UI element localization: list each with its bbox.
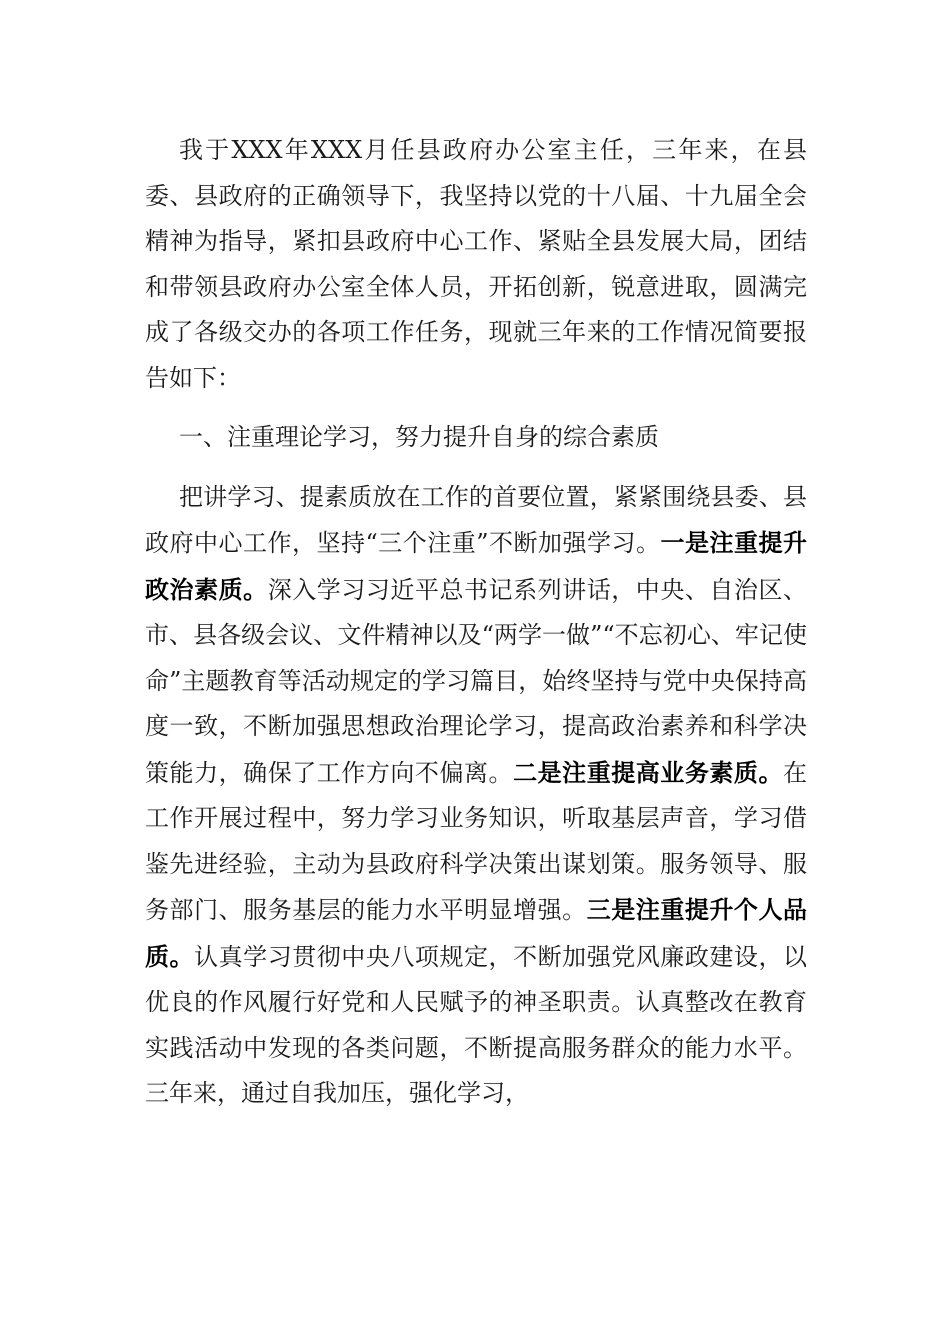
point-3-text: 认真学习贯彻中央八项规定，不断加强党风廉政建设，以优良的作风履行好党和人民赋予的神圣职责。认真整改在教育实践活动中发现的各类问题，不断提高服务群众的能力水平。三年来，通过自我加压，强化学习， bbox=[145, 942, 807, 1107]
document-body bbox=[145, 128, 807, 1117]
intro-paragraph: 我于XXX年XXX月任县政府办公室主任，三年来，在县委、县政府的正确领导下，我坚持以党的十八届、十九届全会精神为指导，紧扣县政府中心工作、紧贴全县发展大局，团结和带领县政府办公室全体人员，开拓创新，锐意进取，圆满完成了各级交办的各项工作任务，现就三年来的工作情况简要报告如下： bbox=[145, 136, 807, 392]
point-2-text: 在工作开展过程中，努力学习业务知识，听取基层声音，学习借鉴先进经验，主动为县政府科学决策出谋划策。服务领导、服务部门、服务基层的能力水平明显增强。 bbox=[145, 758, 808, 924]
point-1-text: 深入学习习近平总书记系列讲话，中央、自治区、市、县各级会议、文件精神以及“两学一做”“不忘初心、牢记使命”主题教育等活动规定的学习篇目，始终坚持与党中央保持高度一致，不断加强思想政治理论学习，提高政治素养和科学决策能力，确保了工作方向不偏离。 bbox=[145, 575, 808, 787]
section-heading: 一、注重理论学习，努力提升自身的综合素质 bbox=[179, 423, 659, 451]
point-1-title: 一是注重提升政治素质。 bbox=[145, 528, 807, 604]
point-3-title: 三是注重提升个人品质。 bbox=[145, 895, 808, 971]
study-intro-text: 把讲学习、提素质放在工作的首要位置，紧紧围绕县委、县政府中心工作，坚持“三个注重”不断加强学习。 bbox=[145, 482, 807, 557]
point-2-title: 二是注重提高业务素质。 bbox=[513, 757, 784, 787]
study-paragraph bbox=[145, 475, 807, 1117]
